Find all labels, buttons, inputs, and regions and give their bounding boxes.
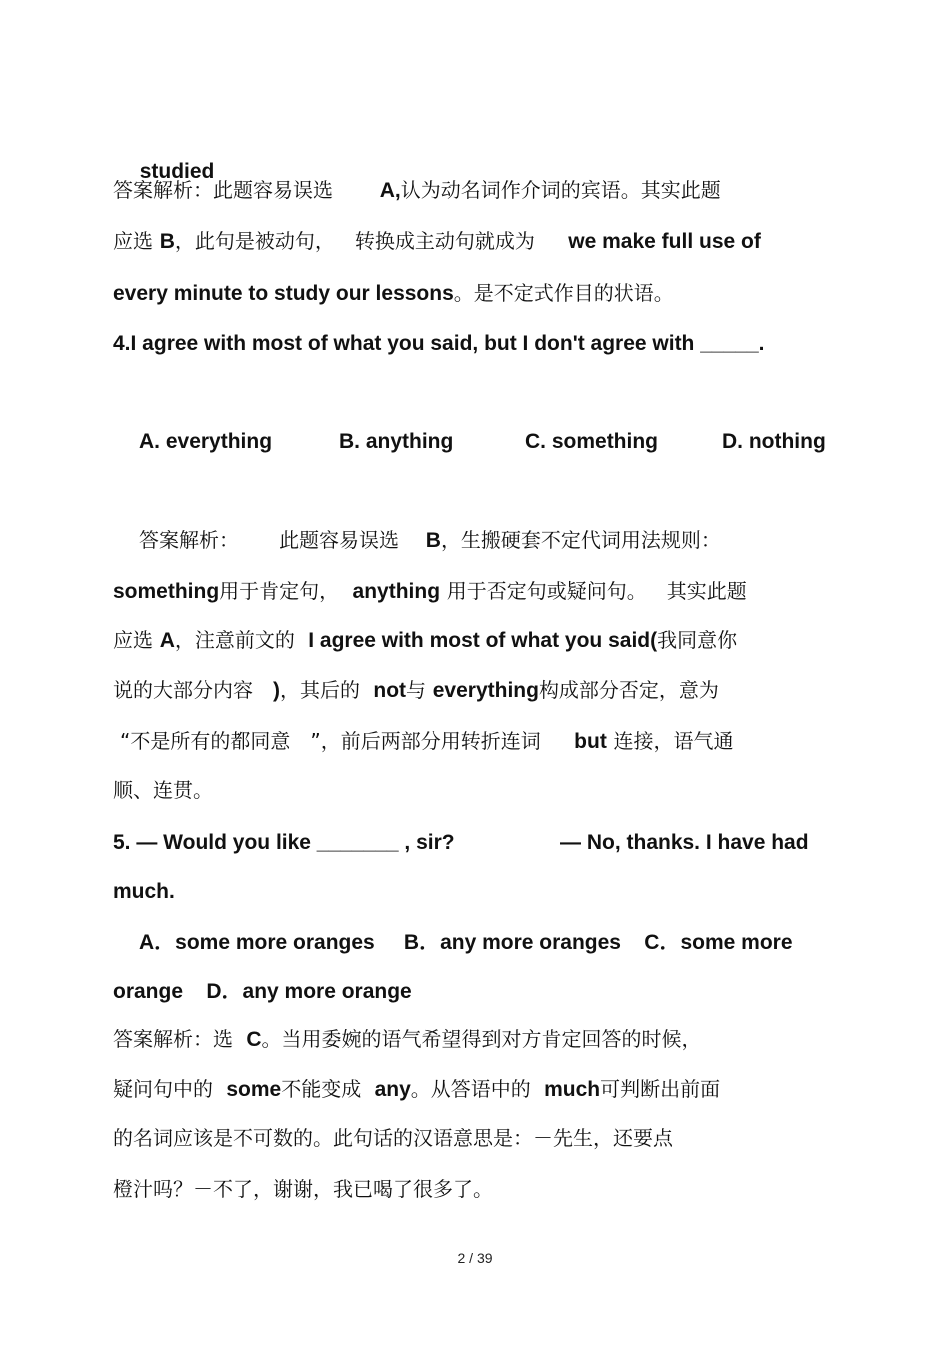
- text-run: 。从答语中的: [410, 1077, 531, 1101]
- text-run: any: [374, 1078, 411, 1101]
- text-line: [120, 727, 734, 755]
- text-line: [113, 877, 175, 905]
- option-c: C. something: [525, 430, 659, 453]
- text-run: C: [246, 1028, 262, 1051]
- question-5: [113, 828, 455, 856]
- text-line: [113, 626, 737, 654]
- text-run: 用于肯定句，: [219, 579, 340, 603]
- text-line: [113, 1025, 702, 1053]
- question-5-options: [139, 928, 793, 956]
- text-run: everything: [432, 679, 539, 702]
- text-run: 答案解析：: [139, 528, 239, 552]
- text-run: every minute to study our lessons: [113, 282, 454, 305]
- text-run: 的名词应该是不可数的。此句话的汉语意思是：－先生，还要点: [113, 1126, 673, 1150]
- text-run: 此题容易误选: [279, 528, 400, 552]
- question-5-reply: [560, 828, 809, 856]
- text-run: 说的大部分内容: [113, 678, 253, 702]
- text-run: 。是不定式作目的状语。: [453, 281, 674, 305]
- text-run: A: [159, 629, 175, 652]
- text-line: [113, 776, 213, 804]
- text-run: 答案解析：选: [113, 1027, 233, 1051]
- text-run: ”，前后两部分用转折连词: [310, 729, 541, 753]
- text-run: 与: [406, 678, 427, 702]
- text-run: 认为动名词作介词的宾语。其实此题: [400, 178, 721, 202]
- text-run: much.: [113, 880, 175, 903]
- text-run: we make full use of: [568, 230, 761, 253]
- text-run: I agree with most of what you said(: [308, 629, 658, 652]
- text-run: — No, thanks. I have had: [560, 831, 809, 854]
- text-run: ): [273, 679, 281, 702]
- text-run: 5. — Would you like _______ , sir?: [113, 831, 455, 854]
- text-line: [113, 577, 747, 605]
- option-b: B. anything: [339, 430, 454, 453]
- text-run: 构成部分否定，意为: [538, 678, 719, 702]
- option-a: A. everything: [139, 430, 273, 453]
- text-run: 橙汁吗？－不了，谢谢，我已喝了很多了。: [113, 1177, 493, 1201]
- question-5-options-cont: [113, 977, 412, 1005]
- text-run: B: [159, 230, 175, 253]
- text-line: [113, 176, 721, 204]
- text-line: [113, 279, 674, 307]
- text-run: A,: [379, 179, 401, 202]
- text-run: 4.I agree with most of what you said, but I don't agree with _____.: [113, 332, 765, 355]
- text-run: 用于否定句或疑问句。: [446, 579, 647, 603]
- text-run: 。当用委婉的语气希望得到对方肯定回答的时候，: [261, 1027, 702, 1051]
- text-line: [139, 526, 721, 554]
- text-run: 应选: [113, 229, 153, 253]
- text-run: much: [544, 1078, 601, 1101]
- text-run: “不是所有的都同意: [120, 729, 291, 753]
- text-run: but: [574, 730, 607, 753]
- option-d: D. nothing: [722, 430, 826, 453]
- text-run: 连接，语气通: [613, 729, 734, 753]
- text-line: [113, 227, 761, 255]
- text-run: studied: [139, 160, 215, 183]
- text-run: 转换成主动句就成为: [354, 229, 535, 253]
- text-run: 顺、连贯。: [113, 778, 213, 802]
- question-4: [113, 329, 764, 357]
- text-run: 答案解析：此题容易误选: [113, 178, 333, 202]
- text-run: 可判断出前面: [600, 1077, 721, 1101]
- text-line: [113, 1175, 493, 1203]
- page-number: 2 / 39: [457, 1250, 493, 1266]
- text-run: orange D．any more orange: [113, 980, 412, 1003]
- text-line: [113, 129, 215, 183]
- text-run: not: [373, 679, 407, 702]
- text-run: some: [226, 1078, 282, 1101]
- text-run: ，此句是被动句，: [174, 229, 335, 253]
- text-run: 疑问句中的: [113, 1077, 213, 1101]
- text-run: 应选: [113, 628, 153, 652]
- text-run: A．some more oranges B．any more oranges C．some more: [139, 931, 793, 954]
- text-run: 其实此题: [666, 579, 747, 603]
- text-run: 不能变成: [281, 1077, 362, 1101]
- text-run: ，其后的: [280, 678, 361, 702]
- text-run: ，生搬硬套不定代词用法规则：: [440, 528, 721, 552]
- text-line: [113, 1124, 673, 1152]
- text-line: [113, 676, 719, 704]
- text-line: [113, 1075, 720, 1103]
- text-run: B: [425, 529, 441, 552]
- text-run: ，注意前文的: [174, 628, 295, 652]
- text-run: something: [113, 580, 220, 603]
- text-run: 我同意你: [657, 628, 738, 652]
- text-run: anything: [352, 580, 441, 603]
